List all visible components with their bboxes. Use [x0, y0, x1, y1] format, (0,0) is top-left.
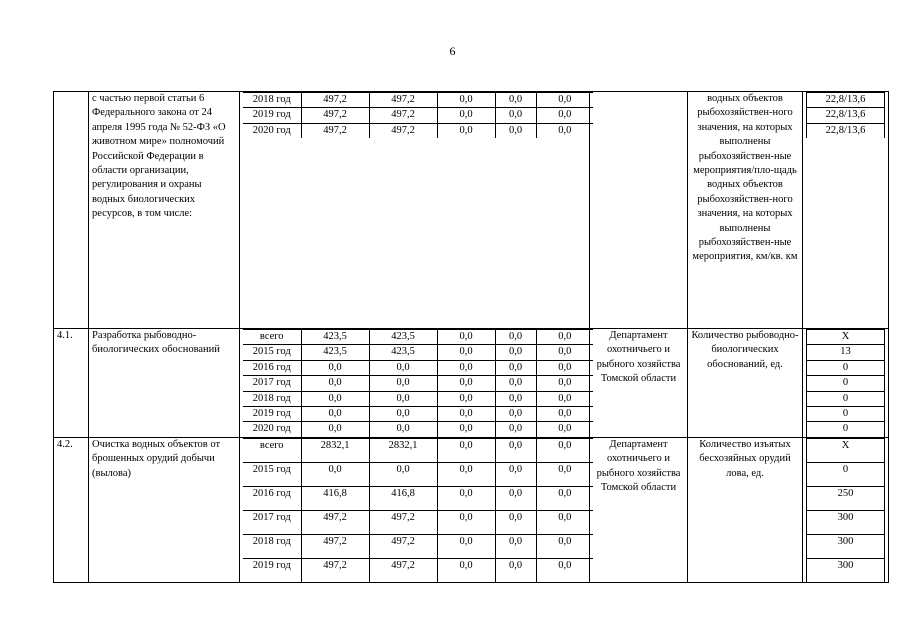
amount-cell: 0,0: [437, 93, 495, 108]
amount-cell: 0,0: [536, 462, 593, 486]
item-number: 4.2.: [54, 437, 89, 582]
financing-row: [243, 422, 593, 437]
year-cell: 2015 год: [243, 462, 301, 486]
financing-row: [243, 391, 593, 406]
indicator-value-row: [807, 462, 885, 486]
amount-cell: 0,0: [495, 438, 536, 462]
amount-cell: 497,2: [369, 534, 437, 558]
amount-cell: 0,0: [536, 558, 593, 582]
item-title: с частью первой статьи 6 Федерального закона от 24 апреля 1995 года № 52-ФЗ «О животном мире» полномочий Российской Федерации в области организации, регулирования и охраны водных биологических ресурсов, в том числе:: [89, 92, 240, 329]
indicator-value-row: [807, 376, 885, 391]
indicator-values: [806, 92, 885, 138]
indicator-cell: Количество изъятых бесхозяйных орудий лова, ед.: [688, 437, 803, 582]
indicator-value: 13: [807, 345, 885, 360]
indicator-value-row: [807, 345, 885, 360]
amount-cell: 497,2: [369, 558, 437, 582]
amount-cell: 0,0: [301, 376, 369, 391]
amount-cell: 0,0: [437, 486, 495, 510]
amount-cell: 0,0: [536, 534, 593, 558]
amount-cell: 2832,1: [301, 438, 369, 462]
amount-cell: 497,2: [301, 534, 369, 558]
amount-cell: 0,0: [437, 407, 495, 422]
indicator-value-row: [807, 391, 885, 406]
amount-cell: 0,0: [495, 123, 536, 138]
year-cell: 2020 год: [243, 123, 301, 138]
year-cell: 2018 год: [243, 534, 301, 558]
amount-cell: 0,0: [495, 108, 536, 123]
amount-cell: 0,0: [495, 422, 536, 437]
year-cell: 2018 год: [243, 391, 301, 406]
amount-cell: 0,0: [495, 558, 536, 582]
year-cell: 2019 год: [243, 407, 301, 422]
financing-cell: [240, 92, 590, 329]
financing-row: [243, 438, 593, 462]
year-cell: 2020 год: [243, 422, 301, 437]
amount-cell: 0,0: [437, 360, 495, 375]
section-row: [54, 329, 889, 438]
indicator-value-row: [807, 558, 885, 582]
amount-cell: 0,0: [495, 510, 536, 534]
amount-cell: 0,0: [495, 391, 536, 406]
indicator-value: 22,8/13,6: [807, 108, 885, 123]
amount-cell: 423,5: [301, 345, 369, 360]
amount-cell: 0,0: [536, 345, 593, 360]
financing-table: [243, 329, 593, 437]
indicator-value: 300: [807, 510, 885, 534]
amount-cell: 0,0: [536, 438, 593, 462]
year-cell: всего: [243, 330, 301, 345]
financing-row: [243, 510, 593, 534]
amount-cell: 0,0: [536, 360, 593, 375]
amount-cell: 0,0: [536, 376, 593, 391]
indicator-value-row: [807, 486, 885, 510]
financing-row: [243, 486, 593, 510]
amount-cell: 0,0: [536, 391, 593, 406]
year-cell: 2016 год: [243, 360, 301, 375]
amount-cell: 0,0: [495, 376, 536, 391]
year-cell: 2016 год: [243, 486, 301, 510]
amount-cell: 0,0: [536, 407, 593, 422]
indicator-value: 0: [807, 391, 885, 406]
indicator-value: 22,8/13,6: [807, 123, 885, 138]
amount-cell: 0,0: [536, 510, 593, 534]
indicator-cell: водных объектов рыбохозяйствен-ного значения, на которых выполнены рыбохозяйствен-ные мероприятия/пло-щадь водных объектов рыбохозяйствен-ного значения, на которых выполнены рыбохозяйствен-ные мероприятия, км/кв. км: [688, 92, 803, 329]
indicator-value-row: [807, 534, 885, 558]
amount-cell: 0,0: [437, 345, 495, 360]
program-table: [53, 91, 889, 583]
amount-cell: 0,0: [495, 330, 536, 345]
amount-cell: 497,2: [301, 558, 369, 582]
amount-cell: 497,2: [369, 510, 437, 534]
program-table-body: [54, 92, 889, 583]
year-cell: 2018 год: [243, 93, 301, 108]
amount-cell: 416,8: [369, 486, 437, 510]
amount-cell: 0,0: [437, 422, 495, 437]
amount-cell: 0,0: [437, 462, 495, 486]
indicator-value-row: [807, 510, 885, 534]
amount-cell: 497,2: [369, 108, 437, 123]
executor-cell: Департамент охотничьего и рыбного хозяйства Томской области: [590, 437, 688, 582]
amount-cell: 0,0: [437, 108, 495, 123]
amount-cell: 0,0: [369, 376, 437, 391]
amount-cell: 0,0: [301, 360, 369, 375]
amount-cell: 0,0: [495, 534, 536, 558]
amount-cell: 0,0: [495, 360, 536, 375]
amount-cell: 0,0: [369, 360, 437, 375]
amount-cell: 423,5: [369, 330, 437, 345]
amount-cell: 2832,1: [369, 438, 437, 462]
amount-cell: 0,0: [369, 462, 437, 486]
amount-cell: 0,0: [369, 422, 437, 437]
amount-cell: 0,0: [437, 330, 495, 345]
indicator-value-row: [807, 422, 885, 437]
amount-cell: 0,0: [437, 534, 495, 558]
financing-row: [243, 123, 593, 138]
amount-cell: 0,0: [536, 123, 593, 138]
amount-cell: 0,0: [495, 407, 536, 422]
year-cell: 2019 год: [243, 108, 301, 123]
indicator-value: Х: [807, 438, 885, 462]
amount-cell: 423,5: [301, 330, 369, 345]
amount-cell: 0,0: [369, 407, 437, 422]
indicator-values: [806, 438, 885, 582]
amount-cell: 0,0: [437, 510, 495, 534]
amount-cell: 0,0: [495, 486, 536, 510]
year-cell: 2017 год: [243, 510, 301, 534]
amount-cell: 0,0: [369, 391, 437, 406]
amount-cell: 0,0: [495, 93, 536, 108]
executor-cell: Департамент охотничьего и рыбного хозяйства Томской области: [590, 329, 688, 438]
financing-row: [243, 93, 593, 108]
indicator-value-row: [807, 123, 885, 138]
indicator-value: 300: [807, 558, 885, 582]
indicator-value-row: [807, 108, 885, 123]
financing-row: [243, 534, 593, 558]
amount-cell: 416,8: [301, 486, 369, 510]
indicator-values-cell: [803, 92, 889, 329]
amount-cell: 497,2: [369, 93, 437, 108]
amount-cell: 423,5: [369, 345, 437, 360]
financing-row: [243, 407, 593, 422]
item-number: 4.1.: [54, 329, 89, 438]
financing-row: [243, 360, 593, 375]
amount-cell: 0,0: [437, 123, 495, 138]
year-cell: всего: [243, 438, 301, 462]
amount-cell: 0,0: [437, 391, 495, 406]
indicator-value-row: [807, 438, 885, 462]
amount-cell: 497,2: [369, 123, 437, 138]
financing-row: [243, 558, 593, 582]
indicator-value: 0: [807, 376, 885, 391]
amount-cell: 0,0: [536, 108, 593, 123]
amount-cell: 0,0: [437, 376, 495, 391]
indicator-value: 22,8/13,6: [807, 93, 885, 108]
indicator-value: 0: [807, 407, 885, 422]
item-title: Разработка рыбоводно-биологических обоснований: [89, 329, 240, 438]
amount-cell: 0,0: [437, 558, 495, 582]
amount-cell: 0,0: [301, 462, 369, 486]
financing-row: [243, 108, 593, 123]
page-number: 6: [449, 44, 456, 58]
amount-cell: 497,2: [301, 510, 369, 534]
indicator-value: 300: [807, 534, 885, 558]
amount-cell: 0,0: [301, 407, 369, 422]
indicator-value-row: [807, 93, 885, 108]
indicator-value: 0: [807, 422, 885, 437]
executor-cell: [590, 92, 688, 329]
amount-cell: 0,0: [536, 486, 593, 510]
year-cell: 2019 год: [243, 558, 301, 582]
item-title: Очистка водных объектов от брошенных орудий добычи (вылова): [89, 437, 240, 582]
indicator-value-row: [807, 407, 885, 422]
indicator-value: 0: [807, 462, 885, 486]
amount-cell: 0,0: [301, 391, 369, 406]
financing-cell: [240, 329, 590, 438]
amount-cell: 497,2: [301, 123, 369, 138]
indicator-value: Х: [807, 330, 885, 345]
financing-cell: [240, 437, 590, 582]
amount-cell: 0,0: [301, 422, 369, 437]
indicator-cell: Количество рыбоводно-биологических обоснований, ед.: [688, 329, 803, 438]
section-row: [54, 437, 889, 582]
indicator-values-cell: [803, 329, 889, 438]
financing-row: [243, 330, 593, 345]
year-cell: 2017 год: [243, 376, 301, 391]
indicator-value: 250: [807, 486, 885, 510]
indicator-value: 0: [807, 360, 885, 375]
financing-table: [243, 438, 593, 582]
amount-cell: 497,2: [301, 93, 369, 108]
financing-row: [243, 462, 593, 486]
amount-cell: 0,0: [536, 422, 593, 437]
item-number: [54, 92, 89, 329]
financing-row: [243, 376, 593, 391]
indicator-value-row: [807, 330, 885, 345]
indicator-value-row: [807, 360, 885, 375]
amount-cell: 497,2: [301, 108, 369, 123]
indicator-values: [806, 329, 885, 437]
section-row: [54, 92, 889, 329]
financing-row: [243, 345, 593, 360]
indicator-values-cell: [803, 437, 889, 582]
amount-cell: 0,0: [495, 345, 536, 360]
amount-cell: 0,0: [536, 93, 593, 108]
financing-table: [243, 92, 593, 138]
amount-cell: 0,0: [495, 462, 536, 486]
amount-cell: 0,0: [536, 330, 593, 345]
amount-cell: 0,0: [437, 438, 495, 462]
year-cell: 2015 год: [243, 345, 301, 360]
